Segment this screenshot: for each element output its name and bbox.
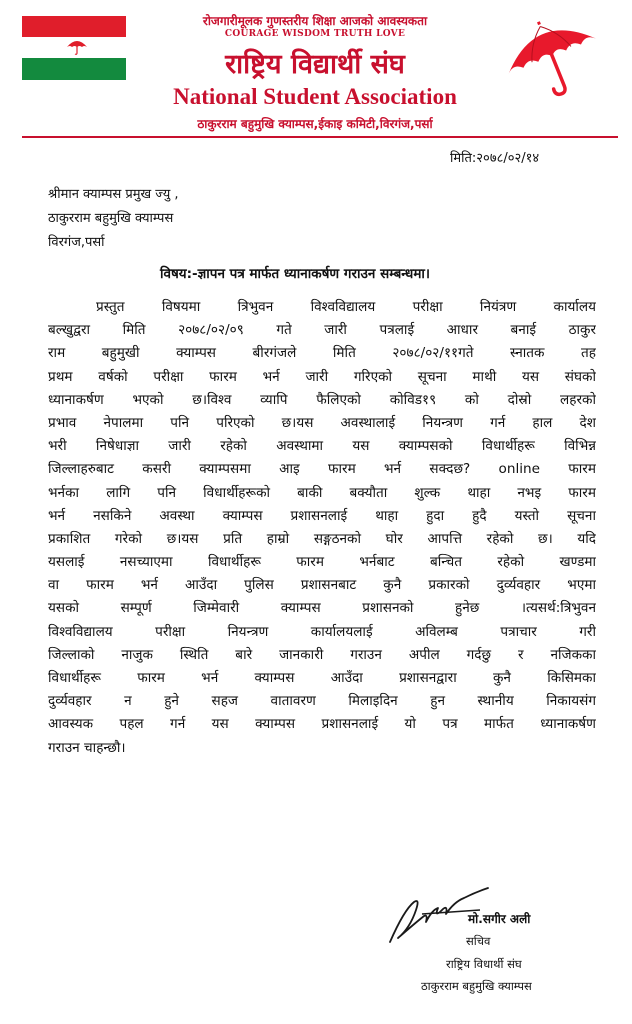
body-line: आवस्यक पहल गर्न यस क्याम्पस प्रशासनलाई यो पत्र मार्फत ध्यानाकर्षण [48,716,596,733]
body-line: जिल्लाको नाजुक स्थिति बारे जानकारी गराउन अपील गर्दछु र नजिकका [48,646,596,663]
flag-icon [22,16,126,82]
signatory-campus: ठाकुरराम बहुमुखि क्याम्पस [421,979,532,993]
organization-name-nepali: राष्ट्रिय विद्यार्थी संघ [225,49,405,80]
body-line: दुर्व्यवहार न हुने सहज वातावरण मिलाइदिन हुन स्थानीय निकायसंग [48,693,596,710]
letter-subject: विषय:-ज्ञापन पत्र मार्फत ध्यानाकर्षण गराउन सम्बन्धमा। [160,266,431,282]
letter-date: मिति:२०७८/०२/१४ [450,151,540,166]
header-divider [22,136,618,138]
recipient-line-3: विरगंज,पर्सा [48,235,105,250]
organization-name-english: National Student Association [173,84,457,109]
motto-nepali: रोजगारीमूलक गुणस्तरीय शिक्षा आजको आवस्यकता [202,14,428,28]
body-line: भर्नका लागि पनि विधार्थीहरूको बाकी बक्यौता शुल्क थाहा नभइ फारम [48,484,596,501]
body-line: यसको सम्पूर्ण जिम्मेवारी क्याम्पस प्रशासनको हुनेछ ।त्यसर्थ:त्रिभुवन [48,600,596,617]
body-line: ध्यानाकर्षण भएको छ।विश्व व्यापि फैलिएको कोविड१९ को दोस्रो लहरको [48,391,596,408]
body-line: बल्खुद्वरा मिति २०७८/०२/०९ गते जारी पत्रलाई आधार बनाई ठाकुर [48,322,596,339]
body-line: गराउन चाहन्छौ। [48,739,126,756]
body-line: विश्वविद्यालय परीक्षा नियन्त्रण कार्यालयलाई अविलम्ब पत्राचार गरी [48,623,596,640]
body-line: विधार्थीहरू फारम भर्न क्याम्पस आउँदा प्रशासनद्वारा कुनै किसिमका [48,670,596,686]
recipient-line-2: ठाकुरराम बहुमुखि क्याम्पस [48,211,174,226]
body-line: प्रस्तुत विषयमा त्रिभुवन विश्वविद्यालय परीक्षा नियंत्रण कार्यालय [96,299,596,315]
body-line: भर्न नसकिने अवस्था क्याम्पस प्रशासनलाई थाहा हुदा हुदै यस्तो सूचना [48,507,596,524]
body-line: प्रभाव नेपालमा पनि परिएको छ।यस अवस्थालाई नियन्त्रण गर्न हाल देश [48,414,596,431]
flag-green-band [22,58,126,80]
small-umbrella-icon [66,38,88,56]
flag-red-band [22,16,126,37]
body-line: राम बहुमुखी क्याम्पस बीरगंजले मिति २०७८/०२/११गते स्नातक तह [48,345,596,362]
body-line: प्रकाशित गरेको छ।यस प्रति हाम्रो सङ्गठनको घोर आपत्ति रहेको छ। यदि [48,530,596,547]
body-line: प्रथम वर्षको परीक्षा फारम भर्न जारी गरिएको सूचना माथी यस संघको [48,368,596,385]
letter-body [48,296,596,760]
signatory-name: मो.सगीर अली [468,912,531,926]
body-line: भरी निषेधाज्ञा जारी रहेको अवस्थामा यस क्याम्पसको विधार्थीहरू विभिन्न [48,438,596,455]
body-line: यसलाई नसच्याएमा विधार्थीहरू फारम भर्नबाट बन्चित रहेको खण्डमा [48,554,596,571]
body-line: जिल्लाहरुबाट कसरी क्याम्पसमा आइ फारम भर्न सक्दछ? online फारम [48,461,596,478]
signatory-organization: राष्ट्रिय विधार्थी संघ [446,957,522,971]
motto-english: COURAGE WISDOM TRUTH LOVE [224,29,406,39]
umbrella-logo-icon [498,16,608,100]
recipient-line-1: श्रीमान क्याम्पस प्रमुख ज्यु , [48,187,179,202]
unit-address: ठाकुरराम बहुमुखि क्याम्पस,ईकाइ कमिटी,विरगंज,पर्सा [197,117,433,131]
body-line: वा फारम भर्न आउँदा पुलिस प्रशासनबाट कुनै प्रकारको दुर्व्यवहार भएमा [48,577,596,594]
signatory-title: सचिव [466,934,491,948]
